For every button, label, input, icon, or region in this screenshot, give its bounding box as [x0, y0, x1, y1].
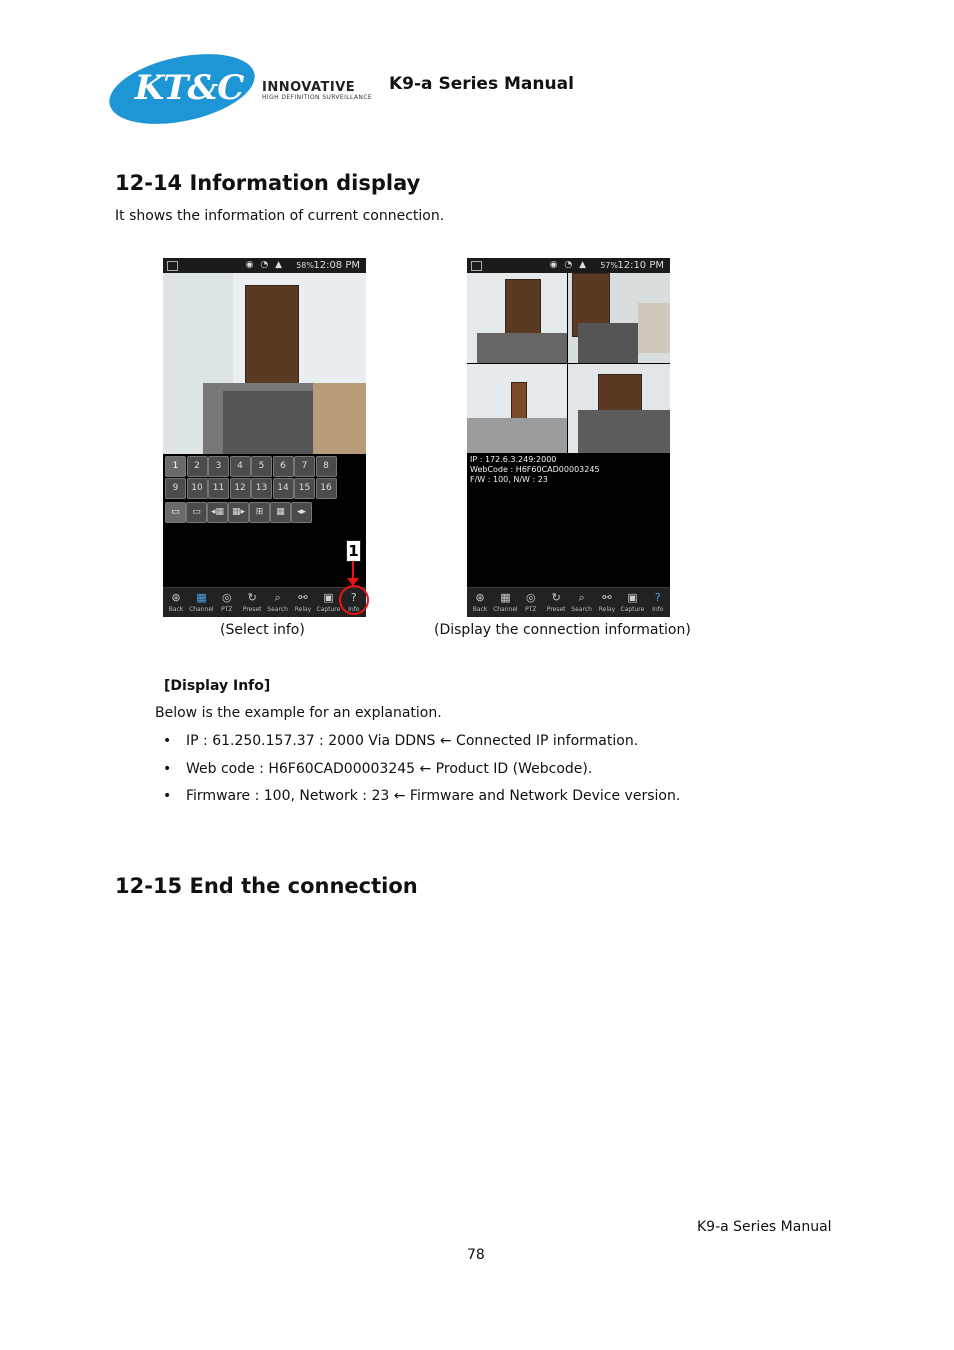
- channel-key-3[interactable]: 3: [208, 456, 229, 477]
- camera-view-ch1[interactable]: [467, 273, 567, 363]
- back-icon: ⊛: [475, 591, 485, 604]
- info-icon: ?: [350, 591, 357, 604]
- toolbar-channel[interactable]: [492, 590, 518, 613]
- camera-view-single[interactable]: [163, 273, 366, 454]
- screenshot-select-info: [163, 258, 366, 617]
- channel-key-9[interactable]: 9: [165, 478, 186, 499]
- view-mode-key-split[interactable]: ▦▸: [228, 502, 249, 523]
- view-mode-key-sequence[interactable]: ◂▸: [291, 502, 312, 523]
- channel-key-2[interactable]: 2: [187, 456, 208, 477]
- toolbar-info[interactable]: [645, 590, 670, 613]
- toolbar-relay[interactable]: [290, 590, 316, 613]
- callout-highlight-circle: [339, 585, 369, 615]
- connection-info-panel: [470, 455, 600, 485]
- callout-number: 1: [346, 540, 361, 562]
- toolbar-back[interactable]: [163, 590, 189, 613]
- view-mode-key-prev[interactable]: ◂▦: [207, 502, 228, 523]
- channel-key-12[interactable]: 12: [230, 478, 251, 499]
- info-icon: ?: [654, 591, 661, 604]
- toolbar-label: Channel: [189, 606, 214, 613]
- preset-icon: ↻: [247, 591, 257, 604]
- display-info-lead: Below is the example for an explanation.: [155, 705, 442, 721]
- capture-icon: ▣: [627, 591, 638, 604]
- status-time: 12:08 PM: [313, 260, 360, 271]
- screenshot-connection-info: [467, 258, 670, 617]
- caption-display-info: (Display the connection information): [434, 622, 691, 638]
- back-icon: ⊛: [171, 591, 181, 604]
- battery-level: 57%: [600, 261, 618, 270]
- toolbar-label: Capture: [620, 606, 645, 613]
- toolbar-label: Back: [472, 606, 488, 613]
- toolbar-label: PTZ: [525, 606, 537, 613]
- gallery-icon: [471, 261, 482, 271]
- view-mode-key-quad[interactable]: ⊞: [249, 502, 270, 523]
- toolbar-ptz[interactable]: [518, 590, 544, 613]
- camera-view-ch2[interactable]: [568, 273, 670, 363]
- view-mode-key-grid[interactable]: ▦: [270, 502, 291, 523]
- section-heading-end-connection: 12-15 End the connection: [115, 874, 418, 898]
- channel-grid-icon: ▦: [196, 591, 207, 604]
- channel-key-16[interactable]: 16: [316, 478, 337, 499]
- toolbar-search[interactable]: [265, 590, 291, 613]
- brand-tagline: HIGH DEFINITION SURVEILLANCE: [262, 94, 373, 101]
- channel-keypad: [163, 456, 366, 526]
- info-ip: IP : 172.6.3.249:2000: [470, 455, 557, 464]
- toolbar-label: Channel: [493, 606, 518, 613]
- ptz-icon: ◎: [525, 591, 536, 604]
- relay-icon: ⚯: [298, 591, 308, 604]
- toolbar-label: Capture: [316, 606, 341, 613]
- section-intro: It shows the information of current connection.: [115, 208, 445, 224]
- toolbar-channel[interactable]: [188, 590, 214, 613]
- channel-key-11[interactable]: 11: [208, 478, 229, 499]
- toolbar-ptz[interactable]: [214, 590, 240, 613]
- toolbar-label: Preset: [546, 606, 566, 613]
- view-mode-key-single[interactable]: ▭: [186, 502, 207, 523]
- toolbar-back[interactable]: [467, 590, 493, 613]
- channel-key-10[interactable]: 10: [187, 478, 208, 499]
- company-logo-text: KT&C: [134, 68, 244, 108]
- caption-select-info: (Select info): [220, 622, 305, 638]
- channel-key-6[interactable]: 6: [273, 456, 294, 477]
- search-icon: ⌕: [274, 591, 281, 604]
- channel-key-5[interactable]: 5: [251, 456, 272, 477]
- brand-name: INNOVATIVE: [262, 80, 356, 95]
- toolbar-label: Info: [652, 606, 664, 613]
- camera-view-ch3[interactable]: [467, 364, 567, 453]
- info-firmware: F/W : 100, N/W : 23: [470, 475, 548, 484]
- view-mode-key-live[interactable]: ▭: [165, 502, 186, 523]
- channel-key-1[interactable]: 1: [165, 456, 186, 477]
- section-heading-information-display: 12-14 Information display: [115, 171, 421, 195]
- camera-view-ch4[interactable]: [568, 364, 670, 453]
- toolbar-label: Info: [348, 606, 360, 613]
- toolbar-preset[interactable]: [543, 590, 569, 613]
- toolbar-label: Relay: [294, 606, 312, 613]
- toolbar-capture[interactable]: [315, 590, 341, 613]
- channel-key-4[interactable]: 4: [230, 456, 251, 477]
- channel-key-14[interactable]: 14: [273, 478, 294, 499]
- bottom-toolbar: [467, 587, 670, 617]
- bottom-toolbar: [163, 587, 366, 617]
- status-bar: [467, 258, 670, 273]
- toolbar-label: Back: [168, 606, 184, 613]
- channel-key-8[interactable]: 8: [316, 456, 337, 477]
- display-info-subheading: [Display Info]: [164, 678, 271, 694]
- toolbar-relay[interactable]: [594, 590, 620, 613]
- gallery-icon: [167, 261, 178, 271]
- preset-icon: ↻: [551, 591, 561, 604]
- toolbar-label: Relay: [598, 606, 616, 613]
- capture-icon: ▣: [323, 591, 334, 604]
- signal-icon: ◉ ◔ ▲: [549, 260, 588, 270]
- toolbar-label: Search: [267, 606, 288, 613]
- search-icon: ⌕: [578, 591, 585, 604]
- header-manual-title: K9-a Series Manual: [389, 74, 574, 94]
- toolbar-label: PTZ: [221, 606, 233, 613]
- toolbar-preset[interactable]: [239, 590, 265, 613]
- channel-key-15[interactable]: 15: [294, 478, 315, 499]
- channel-grid-icon: ▦: [500, 591, 511, 604]
- info-webcode: WebCode : H6F60CAD00003245: [470, 465, 600, 474]
- toolbar-label: Preset: [242, 606, 262, 613]
- battery-level: 58%: [296, 261, 314, 270]
- toolbar-label: Search: [571, 606, 592, 613]
- status-time: 12:10 PM: [617, 260, 664, 271]
- relay-icon: ⚯: [602, 591, 612, 604]
- channel-key-13[interactable]: 13: [251, 478, 272, 499]
- toolbar-capture[interactable]: [619, 590, 645, 613]
- status-bar: [163, 258, 366, 273]
- channel-key-7[interactable]: 7: [294, 456, 315, 477]
- footer-manual-title: K9-a Series Manual: [697, 1219, 832, 1235]
- toolbar-search[interactable]: [569, 590, 595, 613]
- page-number: 78: [467, 1247, 485, 1263]
- ptz-icon: ◎: [221, 591, 232, 604]
- signal-icon: ◉ ◔ ▲: [245, 260, 284, 270]
